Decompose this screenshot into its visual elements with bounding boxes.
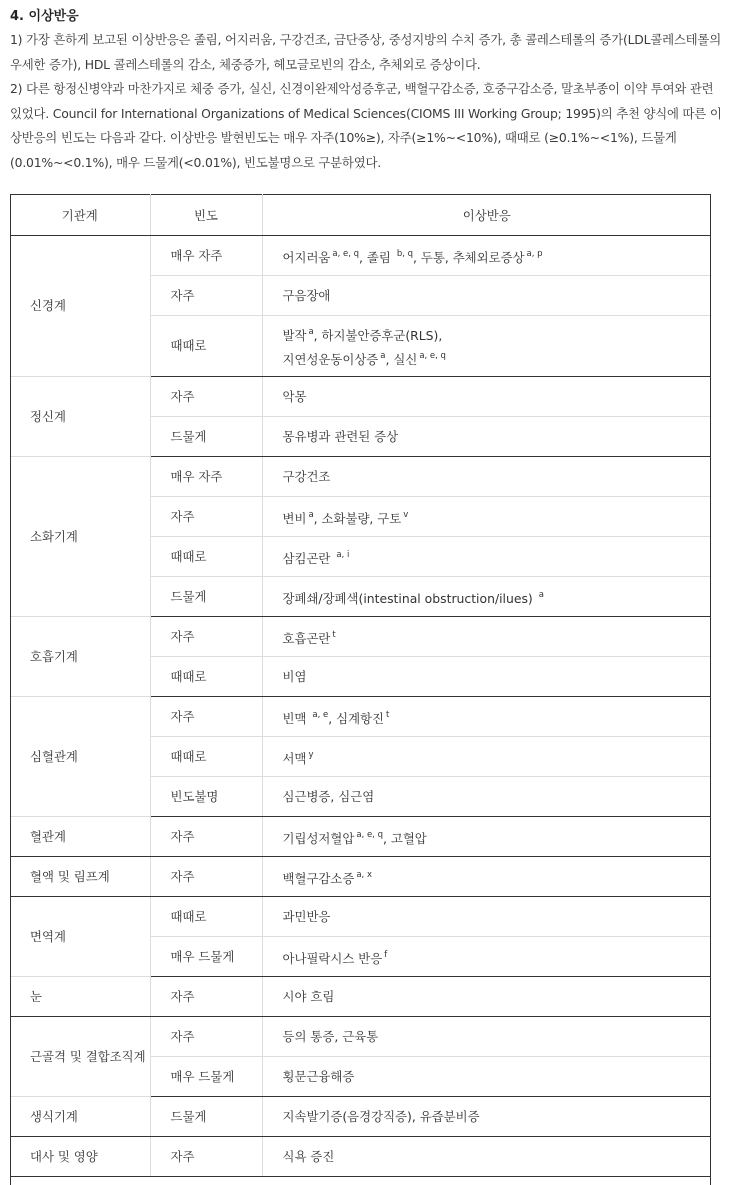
reaction-text: , 소화불량, 구토 xyxy=(313,510,402,526)
table-row xyxy=(10,1017,711,1057)
footnote-marker: t xyxy=(332,629,336,640)
frequency-cell: 매우 드물게 xyxy=(150,937,262,977)
table-row xyxy=(10,1097,711,1137)
reaction-cell xyxy=(262,497,711,537)
reaction-text: 구강건조 xyxy=(282,468,331,484)
organ-cell: 면역계 xyxy=(10,897,150,977)
footnote-marker: a, i xyxy=(336,549,350,560)
table-row xyxy=(10,1137,711,1177)
reaction-cell xyxy=(262,617,711,657)
reaction-text: 삼킴곤란 xyxy=(282,550,335,566)
reaction-text: 호흡곤란 xyxy=(282,630,331,646)
reaction-text: 구음장애 xyxy=(282,287,331,303)
frequency-cell: 드물게 xyxy=(150,577,262,617)
reaction-cell xyxy=(262,657,711,697)
organ-cell: 혈액 및 림프계 xyxy=(10,857,150,897)
frequency-cell: 매우 자주 xyxy=(150,457,262,497)
reaction-text: 악몽 xyxy=(282,388,307,404)
reaction-cell xyxy=(262,777,711,817)
table-row xyxy=(10,617,711,657)
frequency-cell: 때때로 xyxy=(150,537,262,577)
footnote-marker: a, x xyxy=(356,869,372,880)
frequency-cell: 자주 xyxy=(150,276,262,316)
reaction-text: 발작 xyxy=(282,328,307,343)
reaction-text: , 실신 xyxy=(385,352,418,367)
reaction-cell xyxy=(262,417,711,457)
frequency-cell: 자주 xyxy=(150,377,262,417)
footnote-marker: f xyxy=(384,949,388,960)
organ-cell: 눈 xyxy=(10,977,150,1017)
frequency-cell: 때때로 xyxy=(150,897,262,937)
reaction-cell xyxy=(262,276,711,316)
frequency-cell: 자주 xyxy=(150,857,262,897)
organ-cell: 신경계 xyxy=(10,236,150,377)
footnote-marker: a, p xyxy=(526,248,543,259)
frequency-cell: 드물게 xyxy=(150,1097,262,1137)
table-row xyxy=(10,897,711,937)
reaction-cell xyxy=(262,1137,711,1177)
reaction-text: 식욕 증진 xyxy=(282,1148,335,1164)
footnote-marker: a xyxy=(308,509,314,520)
adverse-reaction-table xyxy=(10,194,711,1177)
frequency-cell: 빈도불명 xyxy=(150,777,262,817)
table-right-border xyxy=(710,194,711,1185)
reaction-text: 변비 xyxy=(282,510,307,526)
description xyxy=(10,28,728,175)
reaction-text: 서맥 xyxy=(282,750,307,766)
reaction-text: 백혈구감소증 xyxy=(282,870,355,886)
reaction-text: , 하지불안증후군(RLS), xyxy=(313,328,443,343)
reaction-cell xyxy=(262,737,711,777)
frequency-cell: 드물게 xyxy=(150,417,262,457)
reaction-text: , 심계항진 xyxy=(328,710,384,726)
paragraph-1: 1) 가장 흔하게 보고된 이상반응은 졸림, 어지러움, 구강건조, 금단증상, 중성지방의 수치 증가, 총 콜레스테롤의 증가(LDL콜레스테롤의 우세한 증가), HDL 콜레스테롤의 감소, 체중증가, 헤모글로빈의 감소, 추체외로 증상이다. xyxy=(10,32,721,72)
footnote-marker: a, e, q xyxy=(356,829,383,840)
reaction-cell xyxy=(262,537,711,577)
reaction-text: 어지러움 xyxy=(282,249,331,265)
reaction-cell xyxy=(262,1097,711,1137)
reaction-cell xyxy=(262,1017,711,1057)
reaction-text: 비염 xyxy=(282,668,307,684)
footnote-marker: a, e, q xyxy=(419,351,446,361)
organ-cell: 근골격 및 결합조직계 xyxy=(10,1017,150,1097)
reaction-cell xyxy=(262,316,711,377)
frequency-cell: 자주 xyxy=(150,977,262,1017)
footnote-marker: t xyxy=(386,709,390,720)
reaction-text: 횡문근융해증 xyxy=(282,1068,355,1084)
frequency-cell: 자주 xyxy=(150,497,262,537)
reaction-text: 몽유병과 관련된 증상 xyxy=(282,428,399,444)
table-row xyxy=(10,977,711,1017)
reaction-text: , 두통, 추체외로증상 xyxy=(413,249,525,265)
footnote-marker: a, e, q xyxy=(332,248,360,259)
reaction-cell xyxy=(262,377,711,417)
reaction-cell xyxy=(262,977,711,1017)
table-row xyxy=(10,857,711,897)
reaction-cell xyxy=(262,236,711,276)
frequency-cell: 매우 드물게 xyxy=(150,1057,262,1097)
header-frequency: 빈도 xyxy=(150,195,262,236)
reaction-text: , 고혈압 xyxy=(382,830,427,846)
organ-cell: 호흡기계 xyxy=(10,617,150,697)
organ-cell: 혈관계 xyxy=(10,817,150,857)
paragraph-2: 2) 다른 항정신병약과 마찬가지로 체중 증가, 실신, 신경이완제악성증후군, 백혈구감소증, 호중구감소증, 말초부종이 이약 투여와 관련 있었다. Council for International Organizations of Medical Sciences(CIOMS III Working Group; 1995)의 추천 양식에 따른 이상반응의 빈도는 다음과 같다. 이상반응 발현빈도는 매우 자주(10%≥), 자주(≥1%~<10%), 때때로 (≥0.1%~<1%), 드물게(0.01%~<0.1%), 매우 드물게(<0.01%), 빈도불명으로 구분하였다. xyxy=(10,81,722,170)
table-left-border xyxy=(10,194,11,1185)
table-row xyxy=(10,377,711,417)
reaction-cell xyxy=(262,817,711,857)
table-row xyxy=(10,697,711,737)
footnote-marker: a xyxy=(538,589,544,600)
frequency-cell: 때때로 xyxy=(150,657,262,697)
reaction-cell xyxy=(262,577,711,617)
frequency-cell: 때때로 xyxy=(150,316,262,377)
footnote-marker: a xyxy=(308,327,314,337)
reaction-text: 아나필락시스 반응 xyxy=(282,950,383,966)
reaction-text: 심근병증, 심근염 xyxy=(282,788,375,804)
reaction-text: 지연성운동이상증 xyxy=(282,352,379,367)
footnote-marker: a, e xyxy=(312,709,329,720)
section-title: 4. 이상반응 xyxy=(10,9,79,24)
table-body xyxy=(10,236,711,1177)
frequency-cell: 자주 xyxy=(150,697,262,737)
reaction-text: 장폐쇄/장폐색(intestinal obstruction/ilues) xyxy=(282,590,537,606)
reaction-cell xyxy=(262,857,711,897)
frequency-cell: 자주 xyxy=(150,1017,262,1057)
content-area xyxy=(10,0,728,175)
organ-cell: 정신계 xyxy=(10,377,150,457)
frequency-cell: 자주 xyxy=(150,1137,262,1177)
footnote-marker: y xyxy=(308,749,314,760)
reaction-text: 시야 흐림 xyxy=(282,988,335,1004)
organ-cell: 심혈관계 xyxy=(10,697,150,817)
frequency-cell: 때때로 xyxy=(150,737,262,777)
reaction-cell xyxy=(262,937,711,977)
reaction-text: 등의 통증, 근육통 xyxy=(282,1028,379,1044)
table-row xyxy=(10,457,711,497)
header-organ: 기관계 xyxy=(10,195,150,236)
reaction-text: , 졸림 xyxy=(359,249,395,265)
footnote-marker: b, q xyxy=(396,248,414,259)
reaction-cell xyxy=(262,697,711,737)
reaction-text: 기립성저혈압 xyxy=(282,830,355,846)
table-row xyxy=(10,236,711,276)
organ-cell: 소화기계 xyxy=(10,457,150,617)
frequency-cell: 자주 xyxy=(150,817,262,857)
reaction-text: 지속발기증(음경강직증), 유즙분비증 xyxy=(282,1108,480,1124)
reaction-cell xyxy=(262,457,711,497)
table-header-row xyxy=(10,195,711,236)
reaction-cell xyxy=(262,897,711,937)
table-row xyxy=(10,817,711,857)
reaction-text: 과민반응 xyxy=(282,908,331,924)
frequency-cell: 매우 자주 xyxy=(150,236,262,276)
organ-cell: 생식기계 xyxy=(10,1097,150,1137)
footnote-marker: a xyxy=(380,351,386,361)
frequency-cell: 자주 xyxy=(150,617,262,657)
organ-cell: 대사 및 영양 xyxy=(10,1137,150,1177)
reaction-text: 빈맥 xyxy=(282,710,311,726)
header-reaction: 이상반응 xyxy=(262,195,711,236)
footnote-marker: v xyxy=(403,509,409,520)
reaction-cell xyxy=(262,1057,711,1097)
